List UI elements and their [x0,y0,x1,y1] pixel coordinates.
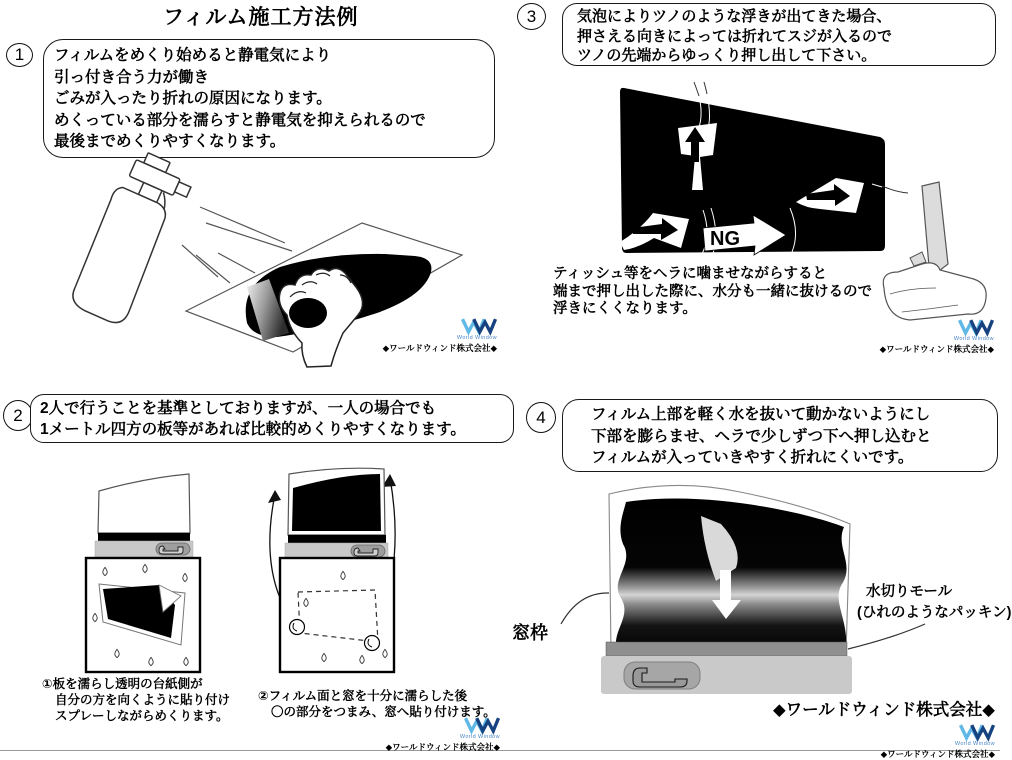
step3-note-line: 端まで押し出した際に、水分も一緒に抜けるので [553,283,872,300]
brand-block-footer [773,696,995,760]
caption-line: 〇の部分をつまみ、窓へ貼り付けます。 [271,705,496,719]
film-being-inserted [616,499,847,653]
molding-label: 水切りモール [866,584,953,600]
caption-line: スプレーしながらめくります。 [55,709,229,723]
step3-textbox [562,3,996,66]
brand-block-step1 [383,315,497,354]
company-name: ◆ワールドウィンド株式会社◆ [880,749,995,759]
window-trim [98,533,190,541]
logo-caption: World Window [459,734,500,740]
step1-line: ごみが入ったり折れの原因になります。 [54,90,332,107]
logo-w-right [477,718,499,731]
step3-number [517,3,546,30]
drip-molding [606,642,847,656]
step2-number [3,400,33,431]
step2-number-text: 2 [13,405,23,425]
step2-illustration-board [55,472,215,677]
step2-textbox [30,394,514,443]
step1-line: フィルムをめくり始めると静電気により [54,47,332,64]
step4-number [526,402,556,433]
door-handle-icon [624,662,700,689]
caption-line: 自分の方を向くように貼り付け [55,693,231,707]
step1-number [6,43,33,67]
company-name: ◆ワールドウィンド株式会社◆ [385,742,500,752]
logo-caption: World Window [954,741,995,747]
company-name-large: ◆ワールドウィンド株式会社◆ [772,701,995,719]
step3-note-line: ティッシュ等をヘラに噛ませながらすると [553,266,828,282]
step2-illustration-apply [258,460,404,680]
step3-note-line: 浮きにくくなります。 [553,301,697,317]
logo-w-right [971,320,993,333]
step1-textbox [43,39,495,158]
company-name: ◆ワールドウィンド株式会社◆ [382,343,497,353]
step3-note [553,266,872,319]
step4-line: フィルムが入っていきやすく折れにくいです。 [591,449,914,466]
step1-number-text: 1 [14,45,25,64]
world-window-logo [959,721,995,742]
world-window-logo [461,315,497,336]
logo-w-right [474,319,496,332]
arrowhead-left [268,490,281,503]
world-window-logo [464,714,500,735]
step2-line: 2人で行うことを基準としておりますが、一人の場合でも [40,400,437,417]
caption-line: ①板を濡らし透明の台紙側が [42,677,203,691]
logo-w-right [972,725,994,738]
car-window [98,474,190,533]
brand-block-step2 [386,714,500,753]
caption-line: ②フィルム面と窓を十分に濡らした後 [258,689,468,703]
door-handle-icon [351,545,385,557]
brand-block-step3 [880,316,994,355]
logo-caption: World Window [456,335,497,341]
page-title: フィルム施工方法例 [163,6,359,29]
step1-line: 引っ付き合う力が働き [54,68,210,86]
door-handle-icon [156,543,190,555]
step3-line: 押さえる向きによっては折れてスジが入るので [577,27,893,45]
step3-line: ツノの先端からゆっくり押し出して下さい。 [577,47,877,64]
step1-line: 最後までめくりやすくなります。 [54,133,286,150]
step3-number-text: 3 [526,6,537,26]
step1-line: めくっている部分を濡らすと静電気を抑えられるので [54,111,426,129]
step4-textbox [562,399,998,472]
step4-line: 下部を膨らませ、ヘラで少しずつ下へ押し込むと [591,427,932,445]
window-trim [288,535,386,543]
company-name: ◆ワールドウィンド株式会社◆ [879,344,994,354]
logo-caption: World Window [953,336,994,342]
step2-line: 1メートル四方の板等があれば比較的めくりやすくなります。 [40,421,466,438]
step2-caption-1 [42,676,230,724]
world-window-logo [958,316,994,337]
squeegee-tissue-icon [883,182,986,320]
step3-line: 気泡によりツノのような浮きが出てきた場合、 [577,8,892,25]
ng-label: NG [710,228,740,250]
step4-number-text: 4 [536,407,546,427]
step4-line: フィルム上部を軽く水を抜いて動かないようにし [591,406,931,423]
molding-sub-label: (ひれのようなパッキン) [857,605,1012,621]
window-frame-label: 窓枠 [512,623,548,643]
spray-bottle-icon [65,147,197,330]
